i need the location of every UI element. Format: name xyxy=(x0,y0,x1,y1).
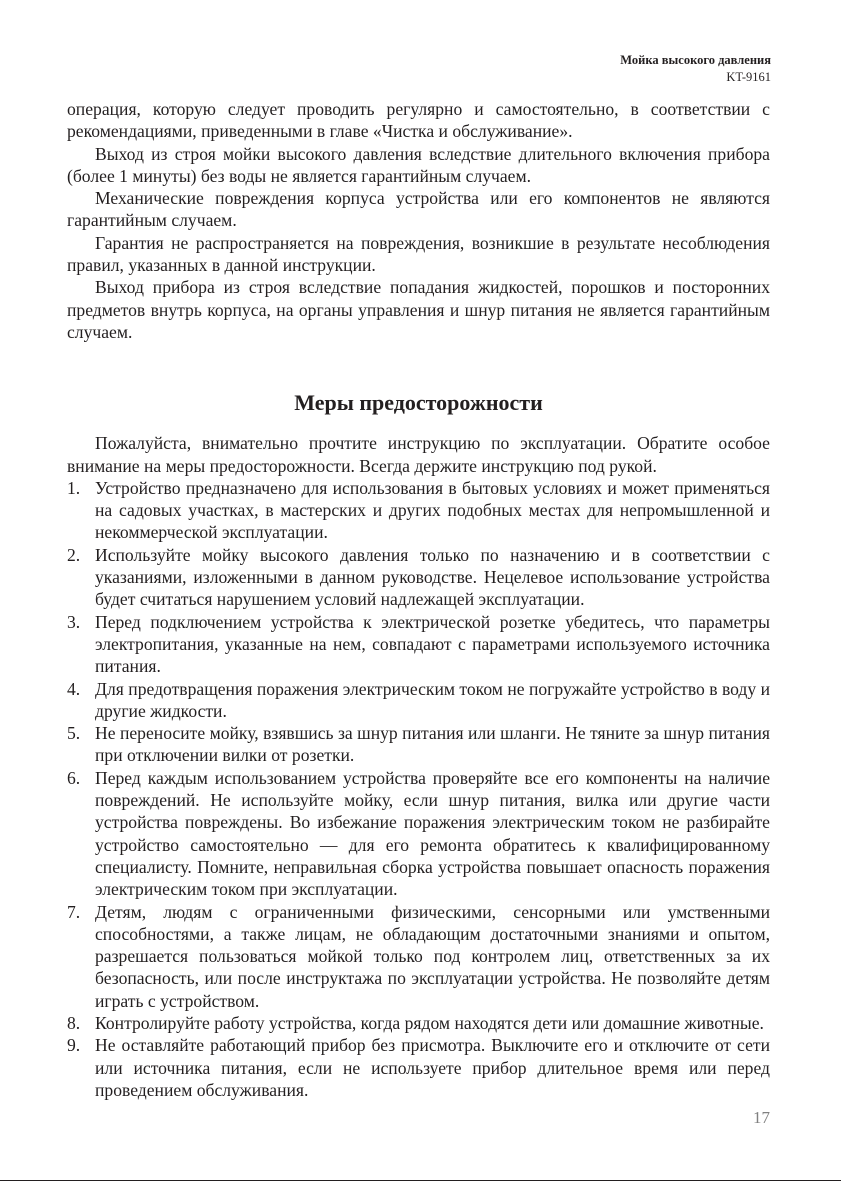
list-item xyxy=(67,678,770,723)
page-body xyxy=(67,98,770,1101)
list-item xyxy=(67,722,770,767)
list-item-number: 5. xyxy=(67,723,81,744)
list-item xyxy=(67,544,770,611)
section-intro-paragraph: Пожалуйста, внимательно прочтите инструкцию по эксплуатации. Обратите особое внимание на меры предосторожности. Всегда держите инструкцию под рукой. xyxy=(67,433,770,476)
header-product-name: Мойка высокого давления xyxy=(620,53,771,67)
warranty-paragraph: Гарантия не распространяется на повреждения, возникшие в результате несоблюдения правил, указанных в данной инструкции. xyxy=(67,232,770,276)
list-item-number: 2. xyxy=(67,544,81,565)
section-title: Меры предосторожности xyxy=(294,390,543,416)
list-item xyxy=(67,611,770,678)
list-item-number: 8. xyxy=(67,1012,81,1033)
page-number: 17 xyxy=(753,1108,770,1127)
list-item xyxy=(67,901,770,1012)
warranty-paragraph: Выход из строя мойки высокого давления вследствие длительного включения прибора (более 1 минуты) без воды не является гарантийным случаем. xyxy=(67,143,770,186)
warranty-paragraph: Выход прибора из строя вследствие попадания жидкостей, порошков и посторонних предметов внутрь корпуса, на органы управления и шнур питания не является гарантийным случаем. xyxy=(67,277,770,342)
running-header xyxy=(620,52,771,86)
list-item xyxy=(67,1034,770,1101)
warranty-paragraph-continued: операция, которую следует проводить регулярно и самостоятельно, в соответствии с рекомендациями, приведенными в главе «Чистка и обслуживание». xyxy=(67,99,770,142)
list-item-text: Перед каждым использованием устройства проверяйте все его компоненты на наличие повреждений. Не используйте мойку, если шнур питания, вилка или другие части устройства повреждены. Во избежание поражения электрическим током не разбирайте устройство самостоятельно — для его ремонта обратитесь к квалифицированному специалисту. Помните, неправильная сборка устройства повышает опасность поражения электрическим током при эксплуатации. xyxy=(95,767,770,900)
list-item-text: Перед подключением устройства к электрической розетке убедитесь, что параметры электропитания, указанные на нем, совпадают с параметрами используемого источника питания. xyxy=(95,611,770,677)
list-item-text: Детям, людям с ограниченными физическими, сенсорными или умственными способностями, а также лицам, не обладающим достаточными знаниями и опытом, разрешается пользоваться мойкой только под контролем лиц, ответственных за их безопасность, или после инструктажа по эксплуатации устройства. Не позволяйте детям играть с устройством. xyxy=(95,901,770,1011)
list-item-number: 3. xyxy=(67,611,81,632)
list-item xyxy=(67,1012,770,1034)
list-item-number: 9. xyxy=(67,1035,81,1056)
list-item-text: Контролируйте работу устройства, когда рядом находятся дети или домашние животные. xyxy=(95,1012,764,1033)
list-item xyxy=(67,767,770,901)
precautions-list xyxy=(67,477,770,1101)
warranty-paragraph: Механические повреждения корпуса устройства или его компонентов не являются гарантийным случаем. xyxy=(67,188,770,231)
list-item-text: Используйте мойку высокого давления только по назначению и в соответствии с указаниями, изложенными в данном руководстве. Нецелевое использование устройства будет считаться нарушением условий надлежащей эксплуатации. xyxy=(95,544,770,610)
list-item-text: Не оставляйте работающий прибор без присмотра. Выключите его и отключите от сети или источника питания, если не используете прибор длительное время или перед проведением обслуживания. xyxy=(95,1035,770,1100)
list-item-number: 1. xyxy=(67,477,81,498)
list-item xyxy=(67,477,770,544)
list-item-number: 6. xyxy=(67,767,81,788)
list-item-text: Для предотвращения поражения электрическим током не погружайте устройство в воду и другие жидкости. xyxy=(95,678,770,721)
list-item-text: Устройство предназначено для использования в бытовых условиях и может применяться на садовых участках, в мастерских и других подобных местах для непромышленной и некоммерческой эксплуатации. xyxy=(95,477,770,543)
header-model-number: KT-9161 xyxy=(726,70,771,84)
list-item-number: 4. xyxy=(67,678,81,699)
page-bottom-rule xyxy=(0,1180,841,1181)
list-item-number: 7. xyxy=(67,901,81,922)
list-item-text: Не переносите мойку, взявшись за шнур питания или шланги. Не тяните за шнур питания при отключении вилки от розетки. xyxy=(95,723,770,766)
